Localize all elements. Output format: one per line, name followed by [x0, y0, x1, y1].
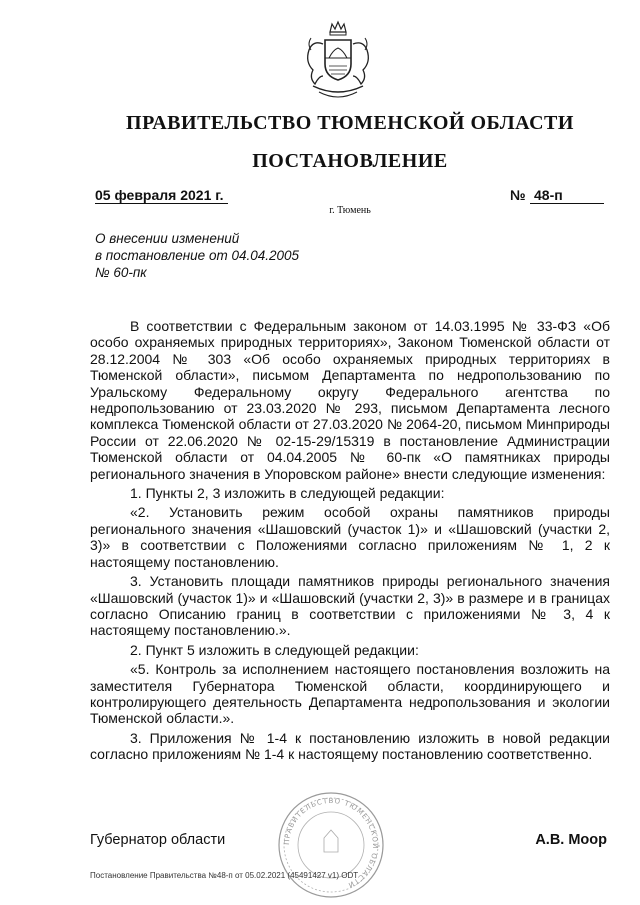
- seal-stamp-icon: [276, 790, 386, 900]
- body-paragraph: 3. Приложения № 1-4 к постановлению изложить в новой редакции согласно приложениям № 1-4 к настоящему постановлению соответственно.: [90, 729, 610, 763]
- number-sign: №: [510, 187, 526, 203]
- seal-text: ПРАВИТЕЛЬСТВО ТЮМЕНСКОЙ ОБЛАСТИ: [282, 796, 380, 890]
- document-subject: [95, 230, 355, 281]
- subject-line: О внесении изменений: [95, 231, 240, 246]
- document-number-value: 48-п: [534, 187, 563, 203]
- body-paragraph: «5. Контроль за исполнением настоящего постановления возложить на заместителя Губернатора Тюменской области, координирующего и контролирующего деятельность Департамента недропользования и экологии Тюменской области.».: [90, 661, 610, 727]
- document-body: [90, 318, 610, 766]
- signer-position: Губернатор области: [90, 832, 226, 848]
- document-date: 05 февраля 2021 г.: [95, 187, 228, 204]
- subject-line: № 60-пк: [95, 265, 147, 280]
- coat-of-arms-icon: [299, 20, 377, 104]
- footer-note: Постановление Правительства №48-п от 05.02.2021 (45491427 v1) ODT: [90, 871, 359, 880]
- body-paragraph: «2. Установить режим особой охраны памятников природы регионального значения «Шашовский (участок 1)» и «Шашовский (участки 2, 3)» в соответствии с Положениями согласно приложениям № 1, 2 к настоящему постановлению.: [90, 504, 610, 570]
- subject-line: в постановление от 04.04.2005: [95, 248, 300, 263]
- signer-name: А.В. Моор: [535, 832, 607, 848]
- body-paragraph: 2. Пункт 5 изложить в следующей редакции:: [130, 641, 419, 658]
- body-paragraph: 1. Пункты 2, 3 изложить в следующей редакции:: [130, 485, 445, 502]
- government-title: ПРАВИТЕЛЬСТВО ТЮМЕНСКОЙ ОБЛАСТИ: [126, 112, 574, 134]
- body-paragraph: 3. Установить площади памятников природы регионального значения «Шашовский (участок 1)» и «Шашовский (участки 2, 3)» в размере и в границах согласно Описанию границ в соответствии с приложениями № 3, 4 к настоящему постановлению.».: [90, 573, 610, 639]
- body-paragraph: В соответствии с Федеральным законом от 14.03.1995 № 33-ФЗ «Об особо охраняемых природных территориях», Законом Тюменской области от 28.12.2004 № 303 «Об особо охраняемых природных территориях в Тюменской области», письмом Департамента по недропользованию по Уральскому Федеральному округу Федерального агентства по недропользованию от 23.03.2020 № 293, письмом Департамента лесного комплекса Тюменской области от 27.03.2020 № 2064-20, письмом Минприроды России от 22.06.2020 № 02-15-29/15319 в постановление Администрации Тюменской области от 04.04.2005 № 60-пк «О памятниках природы регионального значения в Упоровском районе» внести следующие изменения:: [90, 318, 610, 482]
- city: г. Тюмень: [329, 205, 371, 216]
- document-type: ПОСТАНОВЛЕНИЕ: [252, 150, 448, 172]
- document-number: [530, 187, 604, 204]
